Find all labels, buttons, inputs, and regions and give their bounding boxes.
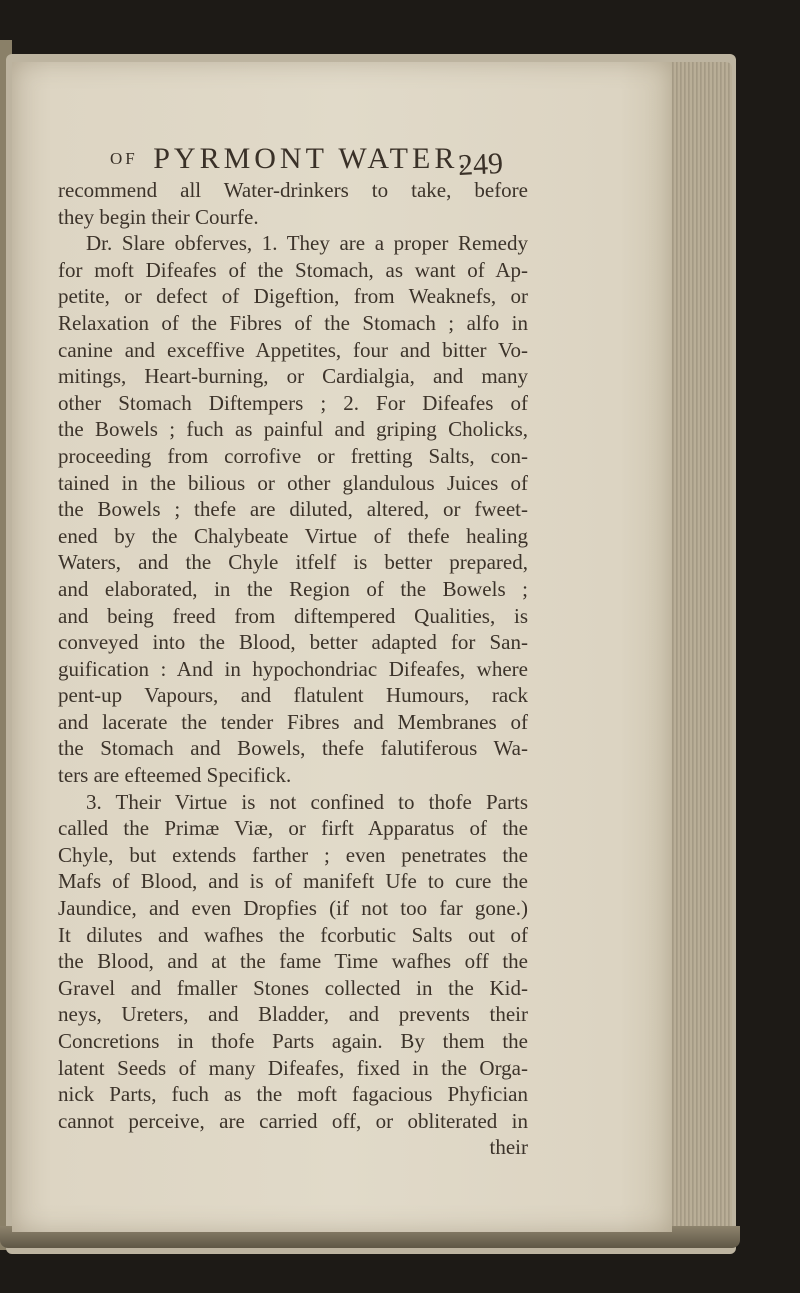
text-line: and being freed from diftempered Qualities, is [58,603,528,628]
text-line: the Bowels ; thefe are diluted, altered, or fweet- [58,497,528,522]
catchword: their [489,1135,528,1160]
text-line: It dilutes and wafhes the fcorbutic Salts out of [58,922,528,947]
text-line: Gravel and fmaller Stones collected in the Kid- [58,975,528,1000]
text-line: Mafs of Blood, and is of manifeft Ufe to cure the [58,869,528,894]
text-line: Chyle, but extends farther ; even penetrates the [58,842,528,867]
body-text [58,177,528,1161]
text-line: nick Parts, fuch as the moft fagacious Phyfician [58,1082,528,1107]
text-line: 3. Their Virtue is not confined to thofe Parts [86,789,528,814]
running-head-of: OF [110,149,138,168]
text-line: ened by the Chalybeate Virtue of thefe healing [58,523,528,548]
text-line: for moft Difeafes of the Stomach, as want of Ap- [58,257,528,282]
text-line: proceeding from corrofive or fretting Salts, con- [58,443,528,468]
text-line: latent Seeds of many Difeafes, fixed in the Orga- [58,1055,528,1080]
page-number: 249 [457,146,504,183]
text-line: the Bowels ; fuch as painful and griping Cholicks, [58,417,528,442]
text-line: petite, or defect of Digeftion, from Weaknefs, or [58,284,528,309]
text-line: Relaxation of the Fibres of the Stomach ; alfo in [58,310,528,335]
text-line: Waters, and the Chyle itfelf is better prepared, [58,550,528,575]
text-line: cannot perceive, are carried off, or obliterated in [58,1108,528,1133]
text-line: Concretions in thofe Parts again. By them the [58,1029,528,1053]
text-line: the Stomach and Bowels, thefe falutiferous Wa- [58,736,528,761]
text-line: recommend all Water-drinkers to take, before [58,178,528,202]
page-edges [670,62,732,1242]
text-line: ters are efteemed Specifick. [58,763,292,788]
text-line: tained in the bilious or other glandulous Juices of [58,470,528,495]
text-line: pent-up Vapours, and flatulent Humours, rack [58,683,528,708]
text-line: canine and exceffive Appetites, four and bitter Vo- [58,337,528,362]
text-line: Dr. Slare obferves, 1. They are a proper Remedy [86,231,528,256]
text-line: they begin their Courfe. [58,204,259,229]
text-line: other Stomach Diftempers ; 2. For Difeafes of [58,390,528,415]
text-line: the Blood, and at the fame Time wafhes off the [58,949,528,974]
text-line: called the Primæ Viæ, or firft Apparatus of the [58,816,528,841]
text-line: Jaundice, and even Dropfies (if not too far gone.) [58,896,528,921]
text-line: mitings, Heart-burning, or Cardialgia, and many [58,364,528,389]
text-line: and lacerate the tender Fibres and Membranes of [58,709,528,734]
text-line: and elaborated, in the Region of the Bowels ; [58,576,528,601]
text-line: conveyed into the Blood, better adapted for San- [58,630,528,655]
running-head-title: PYRMONT WATER. [153,142,470,175]
text-line: neys, Ureters, and Bladder, and prevents their [58,1002,528,1027]
text-line: guification : And in hypochondriac Difeafes, where [58,656,528,681]
